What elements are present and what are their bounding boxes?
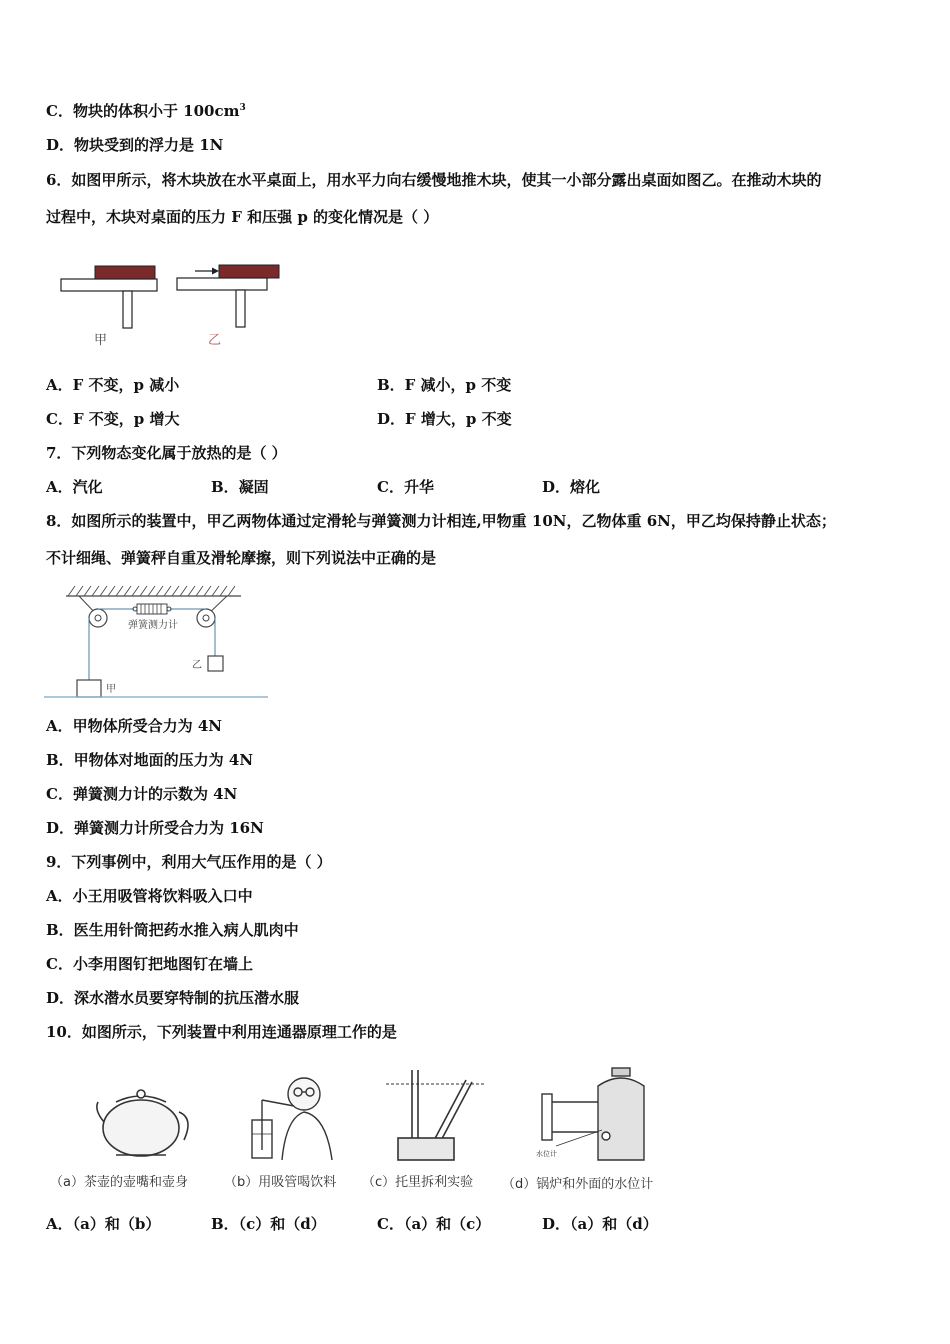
q5-option-c-text: C．物块的体积小于 100cm: [46, 102, 240, 120]
q6-stem-line1: 6．如图甲所示，将木块放在水平桌面上，用水平力向右缓慢地推木块，使其一小部分露出桌面如图乙。在推动木块的: [46, 171, 822, 189]
q7-option-c: C．升华: [377, 478, 434, 496]
q6-fig-label-a: 甲: [94, 333, 108, 348]
q6-option-b: B．F 减小，p 不变: [377, 376, 512, 394]
q10-boiler-image: [542, 1068, 644, 1160]
q7-stem: 7．下列物态变化属于放热的是（ ）: [46, 444, 287, 462]
q8-right-pulley-axle: [203, 615, 209, 621]
q6-stem-line2: 过程中，木块对桌面的压力 F 和压强 p 的变化情况是（ ）: [46, 208, 439, 226]
q10-straw-drinker-image: [252, 1078, 332, 1160]
q10-option-b: B．（c）和（d）: [211, 1215, 326, 1233]
q9-option-a: A．小王用吸管将饮料吸入口中: [46, 887, 253, 905]
q8-option-d: D．弹簧测力计所受合力为 16N: [46, 819, 264, 837]
q8-spring-label: 弹簧测力计: [128, 620, 178, 631]
q10-caption-b: （b）用吸管喝饮料: [224, 1175, 337, 1190]
q8-spring-scale: [137, 604, 167, 614]
q8-stem-line1: 8．如图所示的装置中，甲乙两物体通过定滑轮与弹簧测力计相连,甲物重 10N，乙物体重 6N，甲乙均保持静止状态；: [46, 512, 836, 530]
q10-stem: 10．如图所示，下列装置中利用连通器原理工作的是: [46, 1023, 397, 1041]
q9-stem: 9．下列事例中，利用大气压作用的是（ ）: [46, 853, 332, 871]
q10-caption-c: （c）托里拆利实验: [362, 1175, 474, 1190]
q9-option-b: B．医生用针筒把药水推入病人肌肉中: [46, 921, 299, 939]
q10-option-c: C．（a）和（c）: [377, 1215, 491, 1233]
q5-option-c-superscript: 3: [239, 103, 246, 113]
q6-table-a: [61, 279, 157, 291]
q6-table-b: [177, 278, 267, 290]
q8-left-pulley-axle: [95, 615, 101, 621]
q6-push-arrow-head: [212, 268, 219, 275]
q9-option-d: D．深水潜水员要穿特制的抗压潜水服: [46, 989, 300, 1007]
q8-option-a: A．甲物体所受合力为 4N: [46, 717, 223, 735]
q6-option-c: C．F 不变，p 增大: [46, 410, 180, 428]
q6-figure: [55, 258, 295, 353]
q6-table-leg-b: [236, 290, 245, 327]
q7-option-b: B．凝固: [211, 478, 269, 496]
q6-block-b: [219, 265, 279, 278]
q5-option-c: [46, 101, 246, 121]
q8-option-b: B．甲物体对地面的压力为 4N: [46, 751, 254, 769]
q6-block-a: [95, 266, 155, 279]
q8-figure: [44, 582, 270, 702]
q10-option-a: A．（a）和（b）: [46, 1215, 161, 1233]
q6-fig-label-b: 乙: [208, 333, 222, 348]
q8-weight-yi: [208, 656, 223, 671]
q7-option-a: A．汽化: [46, 478, 103, 496]
q8-label-yi: 乙: [192, 660, 202, 671]
q8-weight-jia: [77, 680, 101, 697]
q7-option-d: D．熔化: [542, 478, 601, 496]
q6-option-d: D．F 增大，p 不变: [377, 410, 512, 428]
q5-option-d: D．物块受到的浮力是 1N: [46, 136, 224, 154]
q8-stem-line2: 不计细绳、弹簧秤自重及滑轮摩擦，则下列说法中正确的是: [46, 549, 437, 567]
q10-option-d: D．（a）和（d）: [542, 1215, 658, 1233]
q10-torricelli-image: [386, 1070, 486, 1160]
q6-option-a: A．F 不变，p 减小: [46, 376, 180, 394]
q8-option-c: C．弹簧测力计的示数为 4N: [46, 785, 238, 803]
q8-label-jia: 甲: [106, 684, 116, 695]
q9-option-c: C．小李用图钉把地图钉在墙上: [46, 955, 253, 973]
q10-teapot-image: [97, 1090, 188, 1156]
q10-gauge-label: 水位计: [536, 1150, 557, 1158]
q10-caption-a: （a）茶壶的壶嘴和壶身: [50, 1175, 188, 1190]
q8-ceiling-hatch: [68, 586, 235, 596]
q10-caption-d: （d）锅炉和外面的水位计: [502, 1177, 654, 1192]
q10-figure: [46, 1060, 686, 1200]
q6-table-leg-a: [123, 291, 132, 328]
